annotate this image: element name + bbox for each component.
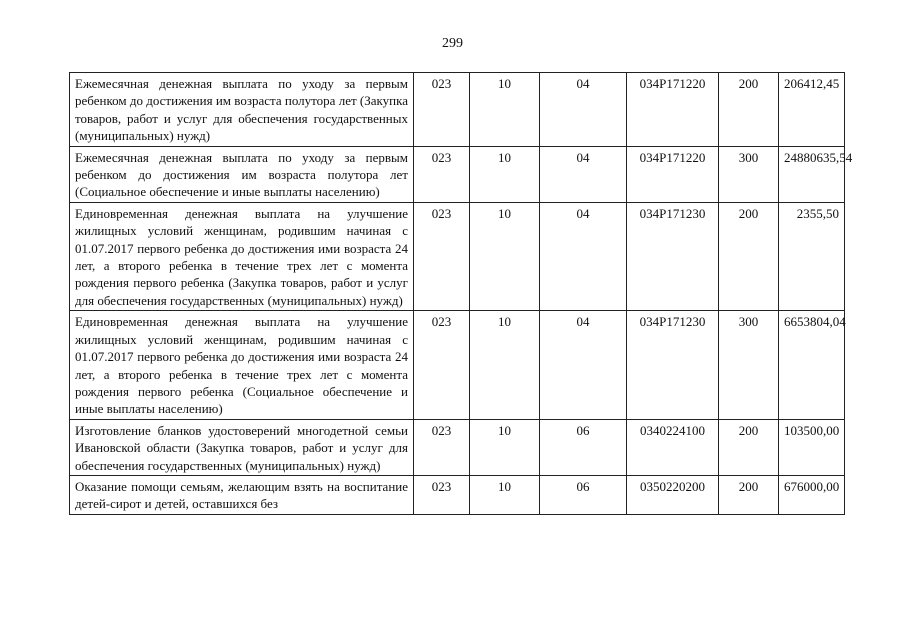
expense-type-code: 200	[719, 73, 779, 147]
ministry-code: 023	[414, 73, 470, 147]
amount: 676000,00	[779, 475, 845, 514]
ministry-code: 023	[414, 146, 470, 202]
target-article-code: 0350220200	[627, 475, 719, 514]
expense-type-code: 300	[719, 311, 779, 419]
row-description: Оказание помощи семьям, желающим взять на воспитание детей-сирот и детей, оставшихся без	[70, 475, 414, 514]
page-number: 299	[442, 36, 463, 51]
table-row	[70, 146, 845, 202]
ministry-code: 023	[414, 202, 470, 310]
ministry-code: 023	[414, 419, 470, 475]
table-row	[70, 419, 845, 475]
table-row	[70, 311, 845, 419]
subsection-code: 06	[540, 475, 627, 514]
expense-type-code: 200	[719, 202, 779, 310]
table-row	[70, 475, 845, 514]
ministry-code: 023	[414, 311, 470, 419]
target-article-code: 034P171230	[627, 311, 719, 419]
table-row	[70, 73, 845, 147]
expense-type-code: 200	[719, 475, 779, 514]
section-code: 10	[470, 419, 540, 475]
subsection-code: 04	[540, 146, 627, 202]
row-description: Ежемесячная денежная выплата по уходу за первым ребенком до достижения им возраста полутора лет (Социальное обеспечение и иные выплаты населению)	[70, 146, 414, 202]
target-article-code: 034P171220	[627, 146, 719, 202]
target-article-code: 034P171220	[627, 73, 719, 147]
table-row	[70, 202, 845, 310]
expense-type-code: 200	[719, 419, 779, 475]
section-code: 10	[470, 475, 540, 514]
section-code: 10	[470, 146, 540, 202]
amount: 206412,45	[779, 73, 845, 147]
amount: 2355,50	[779, 202, 845, 310]
section-code: 10	[470, 73, 540, 147]
subsection-code: 04	[540, 73, 627, 147]
amount: 103500,00	[779, 419, 845, 475]
amount: 6653804,04	[779, 311, 845, 419]
row-description: Единовременная денежная выплата на улучшение жилищных условий женщинам, родившим начиная с 01.07.2017 первого ребенка до достижения ими возраста 24 лет, а второго ребенка в течение трех лет с момента рождения первого ребенка (Закупка товаров, работ и услуг для обеспечения государственных (муниципальных) нужд)	[70, 202, 414, 310]
subsection-code: 06	[540, 419, 627, 475]
amount: 24880635,54	[779, 146, 845, 202]
target-article-code: 0340224100	[627, 419, 719, 475]
expense-type-code: 300	[719, 146, 779, 202]
subsection-code: 04	[540, 202, 627, 310]
row-description: Изготовление бланков удостоверений многодетной семьи Ивановской области (Закупка товаров, работ и услуг для обеспечения государственных (муниципальных) нужд)	[70, 419, 414, 475]
section-code: 10	[470, 202, 540, 310]
section-code: 10	[470, 311, 540, 419]
row-description: Единовременная денежная выплата на улучшение жилищных условий женщинам, родившим начиная с 01.07.2017 первого ребенка до достижения ими возраста 24 лет, а второго ребенка в течение трех лет с момента рождения первого ребенка (Социальное обеспечение и иные выплаты населению)	[70, 311, 414, 419]
subsection-code: 04	[540, 311, 627, 419]
budget-table	[69, 72, 853, 515]
row-description: Ежемесячная денежная выплата по уходу за первым ребенком до достижения им возраста полутора лет (Закупка товаров, работ и услуг для обеспечения государственных (муниципальных) нужд)	[70, 73, 414, 147]
ministry-code: 023	[414, 475, 470, 514]
target-article-code: 034P171230	[627, 202, 719, 310]
